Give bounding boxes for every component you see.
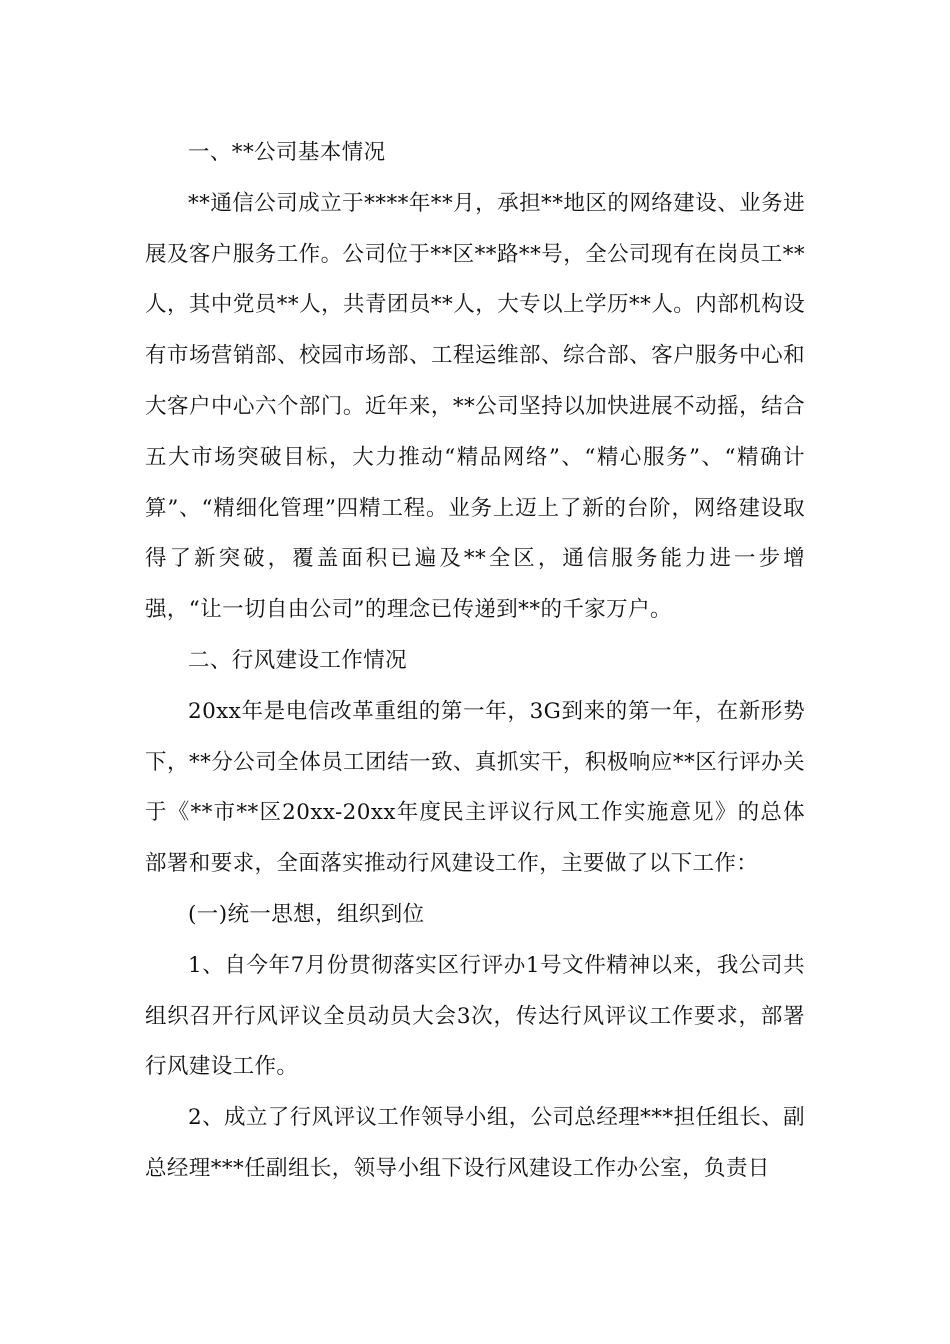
paragraph-work-status: 20xx年是电信改革重组的第一年，3G到来的第一年，在新形势下，**分公司全体员工团结一致、真抓实干，积极响应**区行评办关于《**市**区20xx-20xx年度民主评议行风工作实施意见》的总体部署和要求，全面落实推动行风建设工作，主要做了以下工作： — [145, 698, 805, 877]
paragraph-item-1: 1、自今年7月份贯彻落实区行评办1号文件精神以来，我公司共组织召开行风评议全员动员大会3次，传达行风评议工作要求，部署行风建设工作。 — [145, 952, 805, 1080]
heading-work-status: 二、行风建设工作情况 — [188, 647, 408, 673]
paragraph-company-overview: **通信公司成立于****年**月，承担**地区的网络建设、业务进展及客户服务工作。公司位于**区**路**号，全公司现有在岗员工**人，其中党员**人，共青团员**人，大专以上学历**人。内部机构设有市场营销部、校园市场部、工程运维部、综合部、客户服务中心和大客户中心六个部门。近年来，**公司坚持以加快进展不动摇，结合五大市场突破目标，大力推动“精品网络”、“精心服务”、“精确计算”、“精细化管理”四精工程。业务上迈上了新的台阶，网络建设取得了新突破，覆盖面积已遍及**全区，通信服务能力进一步增强，“让一切自由公司”的理念已传递到**的千家万户。 — [145, 190, 805, 623]
document-page — [145, 128, 805, 1195]
heading-company-overview: 一、**公司基本情况 — [188, 140, 386, 165]
paragraph-item-2: 2、成立了行风评议工作领导小组，公司总经理***担任组长、副总经理***任副组长，领导小组下设行风建设工作办公室，负责日 — [145, 1105, 805, 1181]
subheading-unify-thinking: (一)统一思想，组织到位 — [188, 901, 425, 927]
